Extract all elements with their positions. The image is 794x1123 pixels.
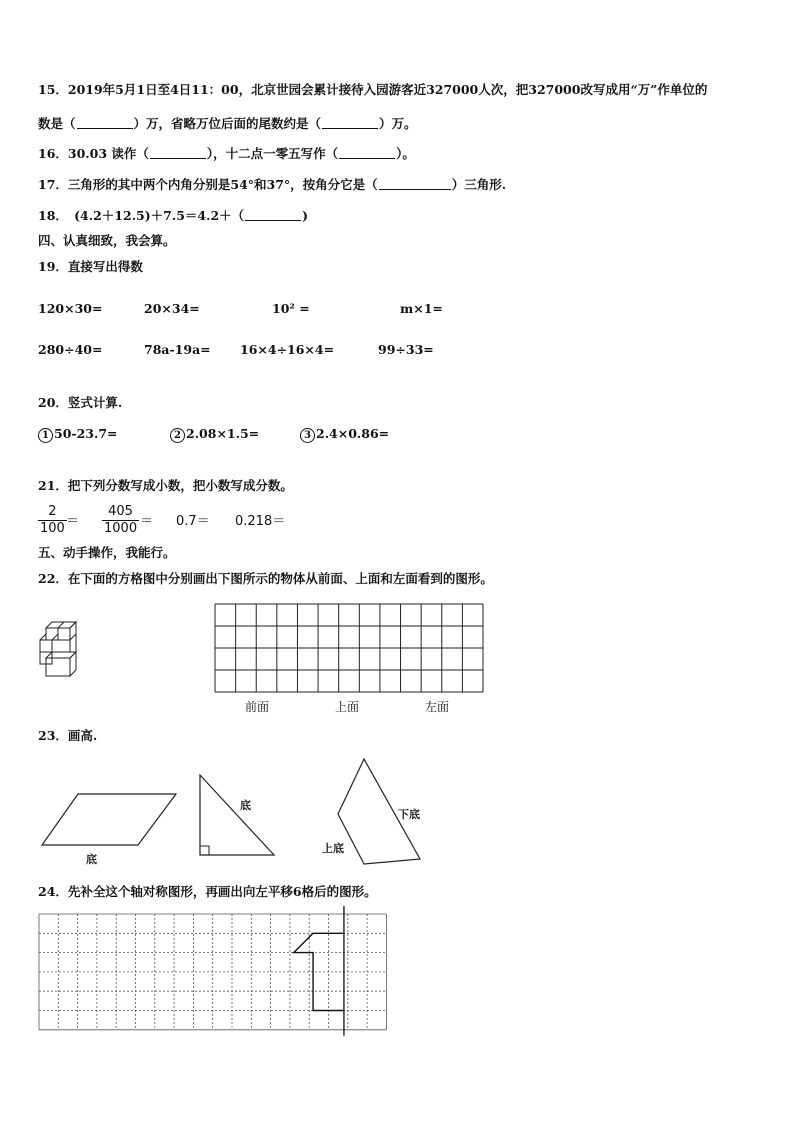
q16-text-c: ）。	[396, 146, 415, 161]
q18	[38, 208, 308, 224]
q16-text-a: 16．30.03 读作（	[38, 146, 149, 161]
parallelogram-figure	[40, 792, 180, 848]
cube-stack-figure	[36, 622, 86, 678]
q21-decimal-2: 0.218＝	[235, 514, 286, 529]
q15-line1: 15．2019年5月1日至4日11：00，北京世园会累计接待入园游客近327000人次，把327000改写成用“万”作单位的	[38, 82, 708, 97]
right-triangle-figure	[196, 773, 278, 857]
q19-r1-c4: m×1=	[400, 301, 443, 316]
section-5-heading: 五、动手操作，我能行。	[38, 545, 176, 560]
q15-text-c: ）万。	[379, 116, 417, 131]
q21-frac2-num: 405	[108, 504, 133, 519]
q20-item-2	[170, 426, 259, 443]
q20-expr-3: 2.4×0.86=	[316, 426, 390, 441]
q15-text-a: 数是（	[38, 116, 76, 131]
q18-blank[interactable]	[245, 209, 301, 221]
q19-r2-c4: 99÷33=	[378, 342, 434, 357]
circled-number-1: 1	[38, 428, 53, 443]
q22-title: 22．在下面的方格图中分别画出下图所示的物体从前面、上面和左面看到的图形。	[38, 571, 493, 586]
q20-item-1	[38, 426, 118, 443]
q19-r1-c1: 120×30=	[38, 301, 103, 316]
q24-title: 24．先补全这个轴对称图形，再画出向左平移6格后的图形。	[38, 884, 377, 899]
q15-text-b: ）万，省略万位后面的尾数约是（	[133, 116, 322, 131]
parallelogram-base-label: 底	[86, 853, 97, 866]
section-4-heading: 四、认真细致，我会算。	[38, 233, 176, 248]
q20-expr-1: 50-23.7=	[54, 426, 118, 441]
q19-r1-c3: 10² =	[272, 301, 310, 316]
q21-eq-2: ＝	[140, 514, 154, 529]
q21-title: 21．把下列分数写成小数，把小数写成分数。	[38, 478, 293, 493]
q22-drawing-grid[interactable]	[214, 603, 484, 692]
q16	[38, 146, 415, 162]
q24-symmetry-grid[interactable]	[38, 912, 400, 1032]
q16-blank-1[interactable]	[150, 147, 206, 159]
q20-expr-2: 2.08×1.5=	[186, 426, 260, 441]
q20-title: 20．竖式计算.	[38, 395, 123, 410]
trapezoid-lower-base-label: 下底	[398, 808, 420, 821]
trapezoid-upper-base-label: 上底	[322, 842, 344, 855]
q21-fraction-1	[38, 504, 67, 537]
q15-line2	[38, 116, 417, 132]
q19-title: 19．直接写出得数	[38, 259, 143, 274]
q19-r2-c1: 280÷40=	[38, 342, 103, 357]
q21-frac1-den: 100	[40, 521, 65, 536]
circled-number-3: 3	[300, 428, 315, 443]
q21-eq-1: ＝	[66, 514, 80, 529]
q16-text-b: ），十二点一零五写作（	[206, 146, 339, 161]
q21-frac2-den: 1000	[104, 521, 138, 536]
q15-blank-2[interactable]	[322, 117, 378, 129]
q22-label-top: 上面	[335, 700, 360, 714]
q17-text-b: ）三角形.	[451, 177, 507, 192]
q21-fraction-2	[102, 504, 139, 537]
q19-r1-c2: 20×34=	[144, 301, 200, 316]
q20-item-3	[300, 426, 389, 443]
circled-number-2: 2	[170, 428, 185, 443]
q21-decimal-1: 0.7＝	[176, 514, 210, 529]
q17	[38, 177, 506, 193]
q17-text-a: 17．三角形的其中两个内角分别是54°和37°，按角分它是（	[38, 177, 378, 192]
q15-blank-1[interactable]	[77, 117, 133, 129]
q19-r2-c3: 16×4÷16×4=	[240, 342, 335, 357]
q18-text-b: )	[302, 208, 309, 223]
q19-r2-c2: 78a-19a=	[144, 342, 211, 357]
q21-frac1-num: 2	[48, 504, 57, 519]
q22-label-left: 左面	[425, 700, 450, 714]
q16-blank-2[interactable]	[339, 147, 395, 159]
q17-blank[interactable]	[379, 178, 451, 190]
q22-label-front: 前面	[245, 700, 270, 714]
q18-text-a: 18． (4.2＋12.5)＋7.5＝4.2＋（	[38, 208, 245, 223]
q23-title: 23．画高.	[38, 728, 98, 743]
triangle-base-label: 底	[240, 799, 251, 812]
